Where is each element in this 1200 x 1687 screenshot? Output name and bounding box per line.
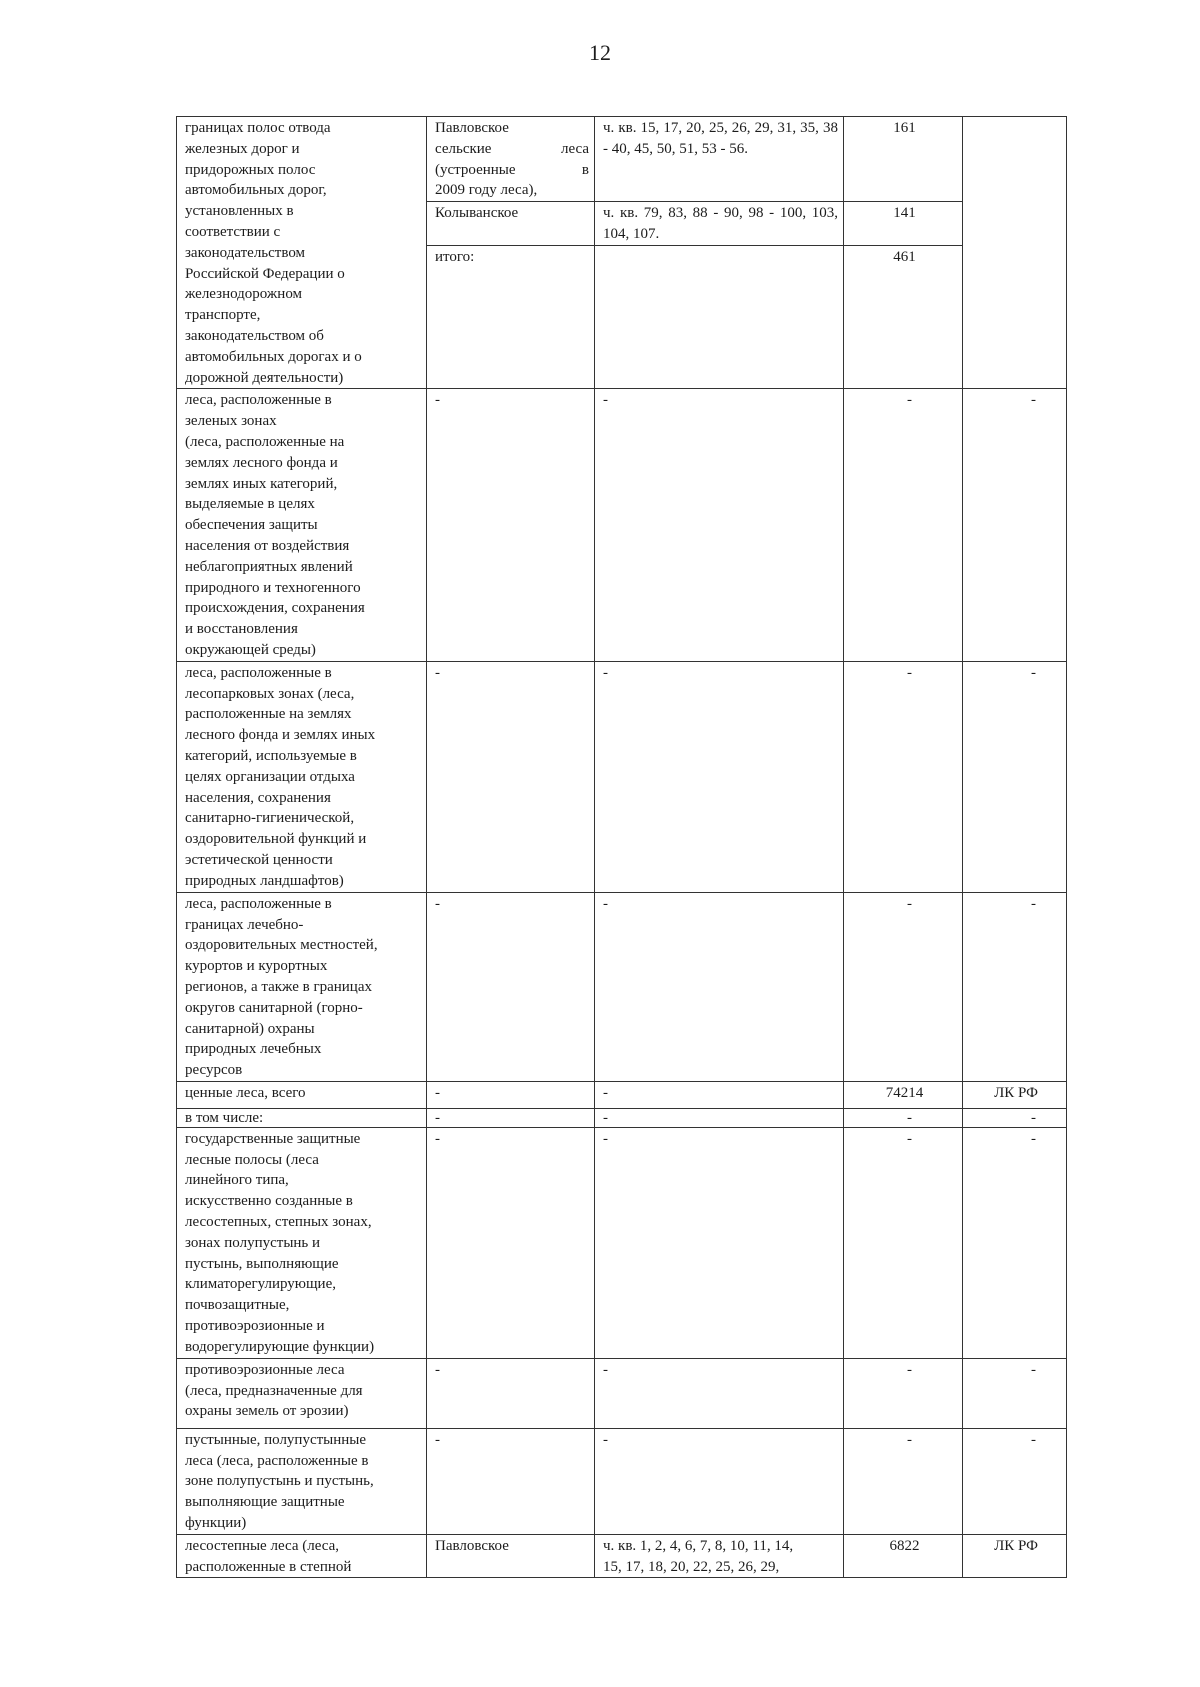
table-row xyxy=(177,1108,1067,1127)
forestry-cell: итого: xyxy=(427,246,595,389)
quarters-cell: - xyxy=(595,661,844,892)
table-row xyxy=(177,1534,1067,1578)
basis-cell: - xyxy=(963,1358,1067,1428)
quarters-cell: - xyxy=(595,1108,844,1127)
category-cell: леса, расположенные в зеленых зонах (леса, расположенные на землях лесного фонда и землях иных категорий, выделяемые в целях обеспечения защиты населения от воздействия неблагоприятных явлений природного и техногенного происхождения, сохранения и восстановления окружающей среды) xyxy=(177,389,427,661)
basis-cell: ЛК РФ xyxy=(963,1081,1067,1108)
category-cell: государственные защитные лесные полосы (леса линейного типа, искусственно созданные в лесостепных, степных зонах, зонах полупустынь и пустынь, выполняющие климаторегулирующие, почвозащитные, противоэрозионные и водорегулирующие функции) xyxy=(177,1127,427,1358)
forestry-line: Павловское xyxy=(435,120,509,136)
page-number: 12 xyxy=(589,40,611,65)
area-cell: - xyxy=(844,389,963,661)
basis-cell: - xyxy=(963,892,1067,1081)
area-cell: 161 xyxy=(844,117,963,202)
category-cell: противоэрозионные леса (леса, предназначенные для охраны земель от эрозии) xyxy=(177,1358,427,1428)
area-cell: - xyxy=(844,1108,963,1127)
basis-cell: - xyxy=(963,1428,1067,1534)
forestry-cell: - xyxy=(427,389,595,661)
area-cell: - xyxy=(844,1127,963,1358)
forestry-line: сельские леса xyxy=(435,140,589,157)
category-cell: пустынные, полупустынные леса (леса, расположенные в зоне полупустынь и пустынь, выполняющие защитные функции) xyxy=(177,1428,427,1534)
basis-cell: - xyxy=(963,1127,1067,1358)
basis-cell xyxy=(963,117,1067,389)
table-row xyxy=(177,1358,1067,1428)
area-cell: 141 xyxy=(844,202,963,246)
forestry-cell: - xyxy=(427,1428,595,1534)
quarters-cell: ч. кв. 1, 2, 4, 6, 7, 8, 10, 11, 14, 15, 17, 18, 20, 22, 25, 26, 29, xyxy=(595,1534,844,1578)
category-cell: леса, расположенные в лесопарковых зонах (леса, расположенные на землях лесного фонда и землях иных категорий, используемые в целях организации отдыха населения, сохранения санитарно-гигиенической, оздоровительной функций и эстетической ценности природных ландшафтов) xyxy=(177,661,427,892)
basis-cell: - xyxy=(963,661,1067,892)
table-row xyxy=(177,389,1067,661)
category-cell: леса, расположенные в границах лечебно- оздоровительных местностей, курортов и курортных регионов, а также в границах округов санитарной (горно- санитарной) охраны природных лечебных ресурсов xyxy=(177,892,427,1081)
quarters-cell: ч. кв. 79, 83, 88 - 90, 98 - 100, 103, 104, 107. xyxy=(595,202,844,246)
forestry-cell xyxy=(427,117,595,202)
table-row xyxy=(177,1428,1067,1534)
category-cell: лесостепные леса (леса, расположенные в степной xyxy=(177,1534,427,1578)
category-cell: в том числе: xyxy=(177,1108,427,1127)
quarters-cell: - xyxy=(595,1127,844,1358)
table-row xyxy=(177,661,1067,892)
quarters-cell: ч. кв. 15, 17, 20, 25, 26, 29, 31, 35, 38 - 40, 45, 50, 51, 53 - 56. xyxy=(595,117,844,202)
area-cell: - xyxy=(844,1358,963,1428)
category-cell: границах полос отвода железных дорог и придорожных полос автомобильных дорог, установленных в соответствии с законодательством Российской Федерации о железнодорожном транспорте, законодательством об автомобильных дорогах и о дорожной деятельности) xyxy=(177,117,427,389)
forestry-line: (устроенные в xyxy=(435,161,589,178)
table-row xyxy=(177,892,1067,1081)
forestry-cell: - xyxy=(427,1108,595,1127)
quarters-cell xyxy=(595,246,844,389)
quarters-cell: - xyxy=(595,1081,844,1108)
quarters-cell: - xyxy=(595,1358,844,1428)
forestry-cell: - xyxy=(427,1127,595,1358)
quarters-cell: - xyxy=(595,389,844,661)
quarters-cell: - xyxy=(595,892,844,1081)
basis-cell: ЛК РФ xyxy=(963,1534,1067,1578)
basis-cell: - xyxy=(963,1108,1067,1127)
table-row xyxy=(177,117,1067,202)
forestry-cell: Павловское xyxy=(427,1534,595,1578)
area-cell: 461 xyxy=(844,246,963,389)
basis-cell: - xyxy=(963,389,1067,661)
quarters-cell: - xyxy=(595,1428,844,1534)
table-row xyxy=(177,1127,1067,1358)
category-cell: ценные леса, всего xyxy=(177,1081,427,1108)
area-cell: 74214 xyxy=(844,1081,963,1108)
forestry-cell: - xyxy=(427,1358,595,1428)
forestry-line: 2009 году леса), xyxy=(435,182,538,199)
area-cell: 6822 xyxy=(844,1534,963,1578)
forestry-cell: - xyxy=(427,1081,595,1108)
forestry-cell: - xyxy=(427,892,595,1081)
area-cell: - xyxy=(844,892,963,1081)
forestry-cell: Колыванское xyxy=(427,202,595,246)
area-cell: - xyxy=(844,661,963,892)
table-row xyxy=(177,1081,1067,1108)
area-cell: - xyxy=(844,1428,963,1534)
forestry-cell: - xyxy=(427,661,595,892)
protective-forests-table xyxy=(176,116,1067,1578)
